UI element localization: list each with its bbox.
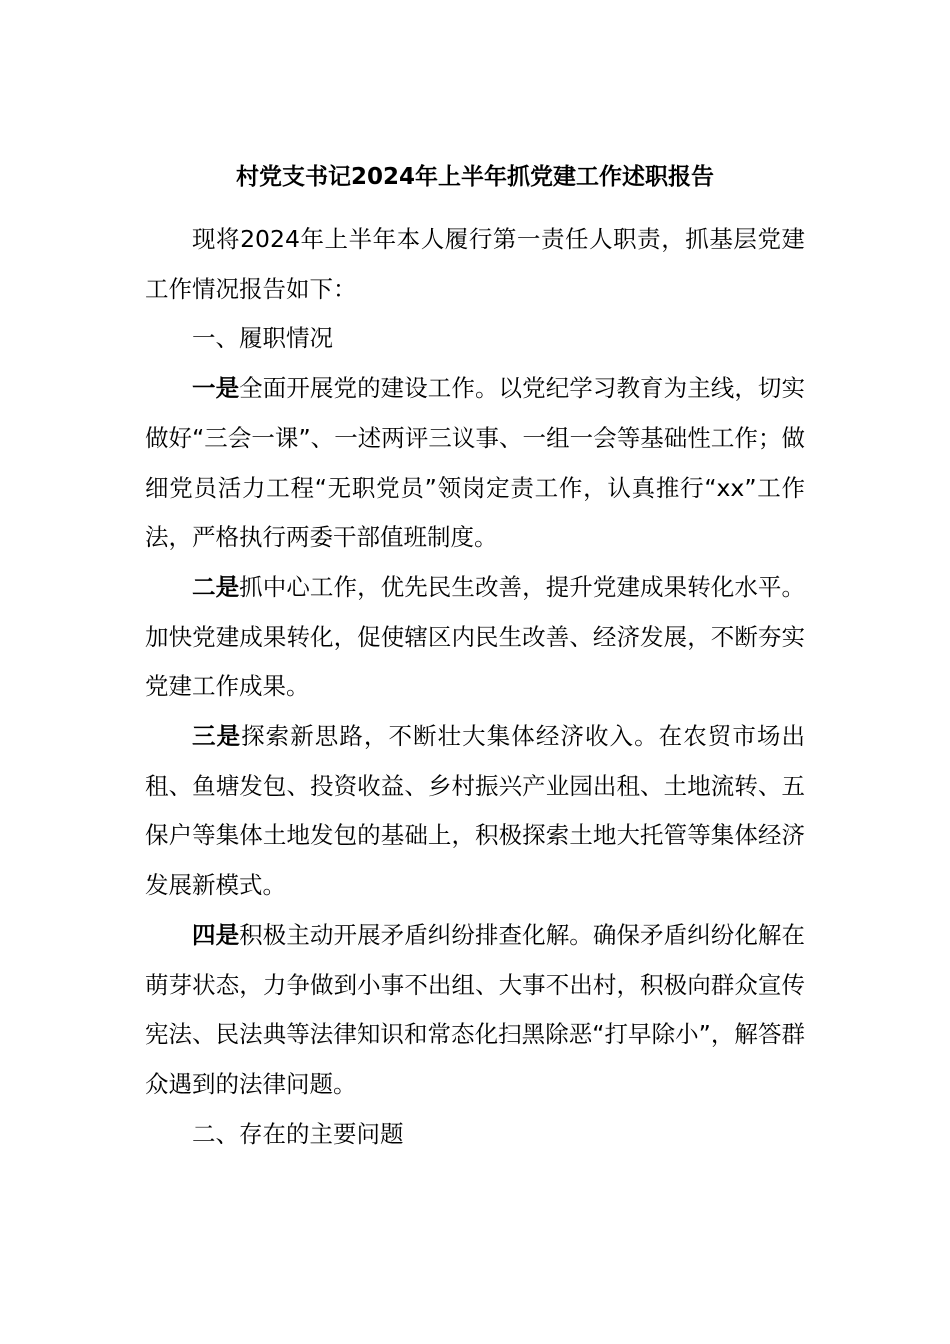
- item-text-1: 全面开展党的建设工作。以党纪学习教育为主线，切实做好“三会一课”、一述两评三议事、一组一会等基础性工作；做细党员活力工程“无职党员”领岗定责工作，认真推行“xx”工作法，严格执行两委干部值班制度。: [145, 374, 806, 552]
- intro-paragraph: 现将2024年上半年本人履行第一责任人职责，抓基层党建工作情况报告如下：: [145, 225, 805, 303]
- item-lead-4: 四是: [192, 920, 240, 949]
- item-text-3: 探索新思路，不断壮大集体经济收入。在农贸市场出租、鱼塘发包、投资收益、乡村振兴产业园出租、土地流转、五保户等集体土地发包的基础上，积极探索土地大托管等集体经济发展新模式。: [145, 722, 805, 900]
- item-paragraph-4: [145, 911, 805, 1110]
- document-body: [145, 215, 805, 1159]
- item-paragraph-1: [145, 364, 805, 563]
- item-lead-1: 一是: [192, 374, 240, 403]
- item-text-2: 抓中心工作，优先民生改善，提升党建成果转化水平。加快党建成果转化，促使辖区内民生改善、经济发展，不断夯实党建工作成果。: [145, 572, 806, 701]
- document-title: 村党支书记2024年上半年抓党建工作述职报告: [235, 164, 714, 190]
- item-lead-3: 三是: [192, 722, 242, 751]
- item-paragraph-3: [145, 712, 805, 911]
- section-heading-performance: 一、履职情况: [192, 324, 333, 353]
- item-paragraph-2: [145, 563, 805, 712]
- section-heading-problems: 二、存在的主要问题: [192, 1119, 404, 1148]
- item-lead-2: 二是: [192, 572, 240, 601]
- item-text-4: 积极主动开展矛盾纠纷排查化解。确保矛盾纠纷化解在萌芽状态，力争做到小事不出组、大事不出村，积极向群众宣传宪法、民法典等法律知识和常态化扫黑除恶“打早除小”，解答群众遇到的法律问题。: [145, 920, 806, 1098]
